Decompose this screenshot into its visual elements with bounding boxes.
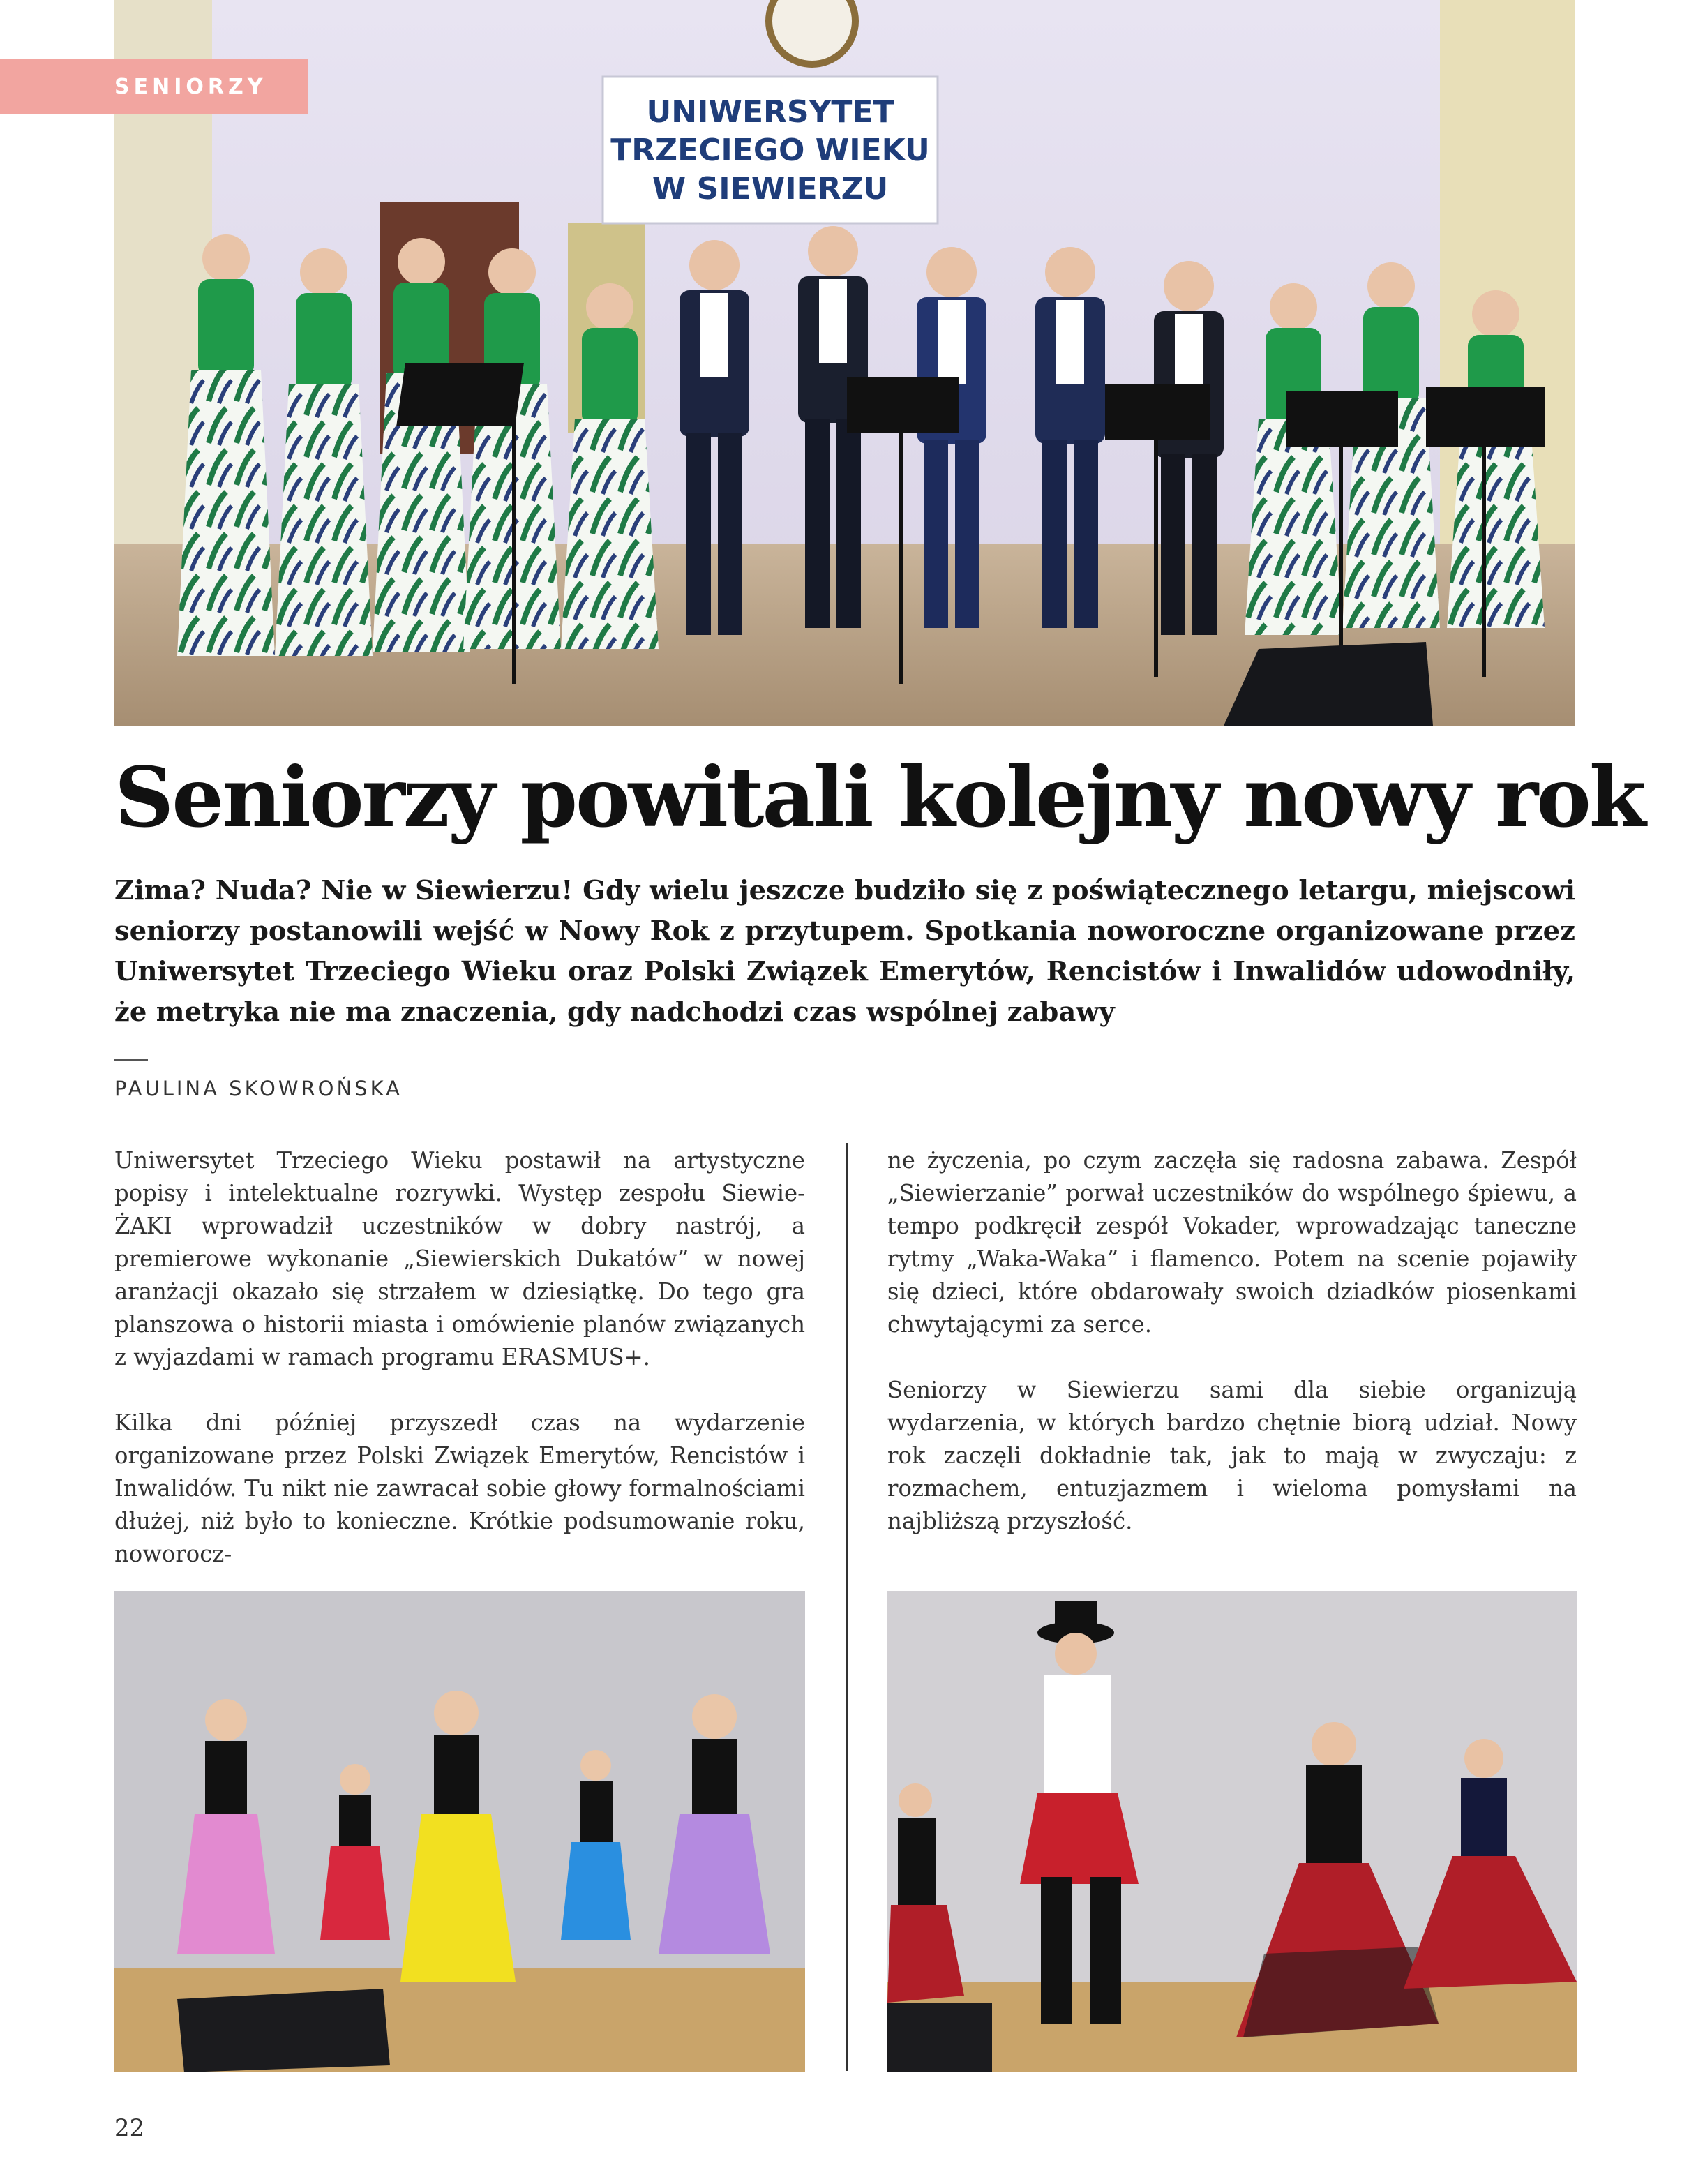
section-tag: SENIORZY [0,59,308,114]
choir-photo [114,0,1575,726]
banner-line-2: TRZECIEGO WIEKU [610,133,930,168]
banner-line-1: UNIWERSYTET [646,94,894,130]
paragraph: Uniwersytet Trzeciego Wieku postawił na artystyczne popisy i intelektualne rozrywki. Występ zespołu Siewie-ŻAKI wprowadził uczestników w dobry nastrój, a premierowe wykonanie „Siewierskich Dukatów” w nowej aranżacji okazało się strzałem w dziesiątkę. Do tego gra planszowa o historii miasta i omówienie planów związanych z wyjazdami w ramach programu ERASMUS+. [114,1147,805,1370]
page-number: 22 [114,2114,145,2142]
paragraph: ne życzenia, po czym zaczęła się radosna zabawa. Zespół „Siewierzanie” porwał uczestników do wspólnego śpiewu, a tempo podkręcił zespół Vokader, wprowadzając taneczne rytmy „Waka-Waka” i flamenco. Potem na scenie pojawiły się dzieci, które obdarowały swoich dziadków piosenkami chwytającymi za serce. [887,1147,1577,1338]
banner-line-3: W SIEWIERZU [652,171,889,207]
column-divider [846,1143,848,2071]
hula-dancers-photo [114,1591,805,2072]
text-column-right [887,1144,1577,1571]
article-headline: Seniorzy powitali kolejny nowy rok [114,749,1644,846]
paragraph: Kilka dni później przyszedł czas na wydarzenie organizowane przez Polski Związek Emerytów, Rencistów i Inwalidów. Tu nikt nie zawracał sobie głowy formalnościami dłużej, niż było to konieczne. Krótkie podsumowanie roku, noworocz- [114,1409,805,1567]
text-column-left [114,1144,805,1603]
singer-women-right [1245,262,1545,635]
flamenco-dancers-photo [887,1591,1577,2072]
paragraph: Seniorzy w Siewierzu sami dla siebie organizują wydarzenia, w których bardzo chętnie biorą udział. Nowy rok zaczęli dokładnie tak, jak to mają w zwyczaju: z rozmachem, entuzjazmem i wieloma pomysłami na najbliższą przyszłość. [887,1377,1577,1534]
article-lead: Zima? Nuda? Nie w Siewierzu! Gdy wielu jeszcze budziło się z poświątecznego letargu, miejscowi seniorzy postanowili wejść w Nowy Rok z przytupem. Spotkania noworoczne organizowane przez Uniwersytet Trzeciego Wieku oraz Polski Związek Emerytów, Rencistów i Inwalidów udowodniły, że metryka nie ma znaczenia, gdy nadchodzi czas wspólnej zabawy [114,875,1575,1028]
byline-rule [114,1059,148,1061]
author-byline: PAULINA SKOWROŃSKA [114,1077,403,1100]
